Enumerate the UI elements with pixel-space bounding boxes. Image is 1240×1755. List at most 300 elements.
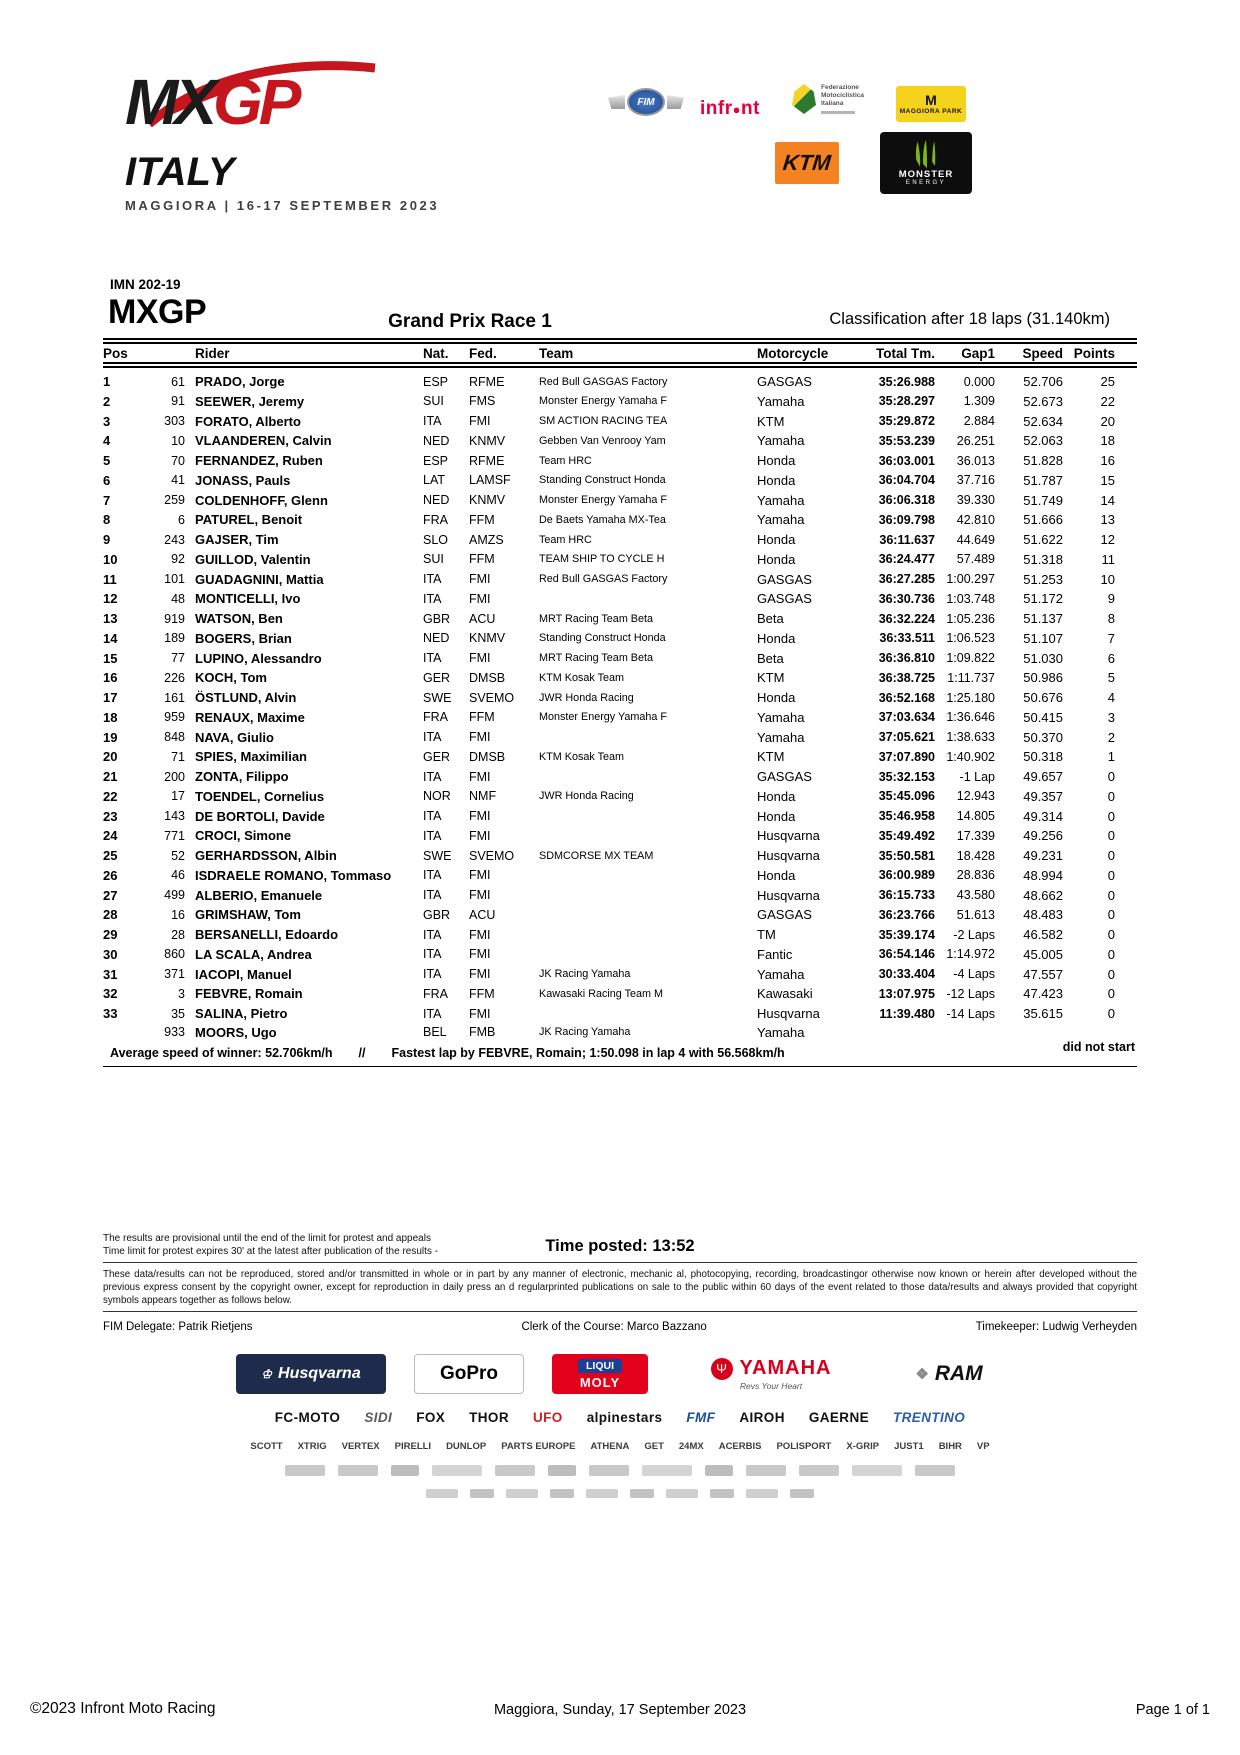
sponsor-logo: X-GRIP [846,1440,880,1452]
position-cell: 2 [103,393,111,409]
sponsor-logo: FOX [416,1409,446,1425]
team-cell: JK Racing Yamaha [539,1026,631,1039]
sponsor-logo: SIDI [364,1409,393,1425]
col-header-rider: Rider [195,345,230,361]
race-number-cell: 143 [164,809,185,824]
col-header-speed: Speed [1022,345,1063,361]
rider-name-cell: BOGERS, Brian [195,630,292,646]
federation-cell: FMI [469,651,491,666]
sponsor-row-tertiary [0,1438,1240,1454]
motorcycle-cell: GASGAS [757,907,812,923]
motorcycle-cell: Beta [757,611,784,627]
federation-cell: FMI [469,769,491,784]
fmi-url-bar [821,111,855,114]
nationality-cell: GBR [423,611,451,626]
motorcycle-cell: Yamaha [757,393,805,409]
points-cell: 4 [1107,690,1115,706]
points-cell: 2 [1107,729,1115,745]
small-brand-logo [630,1489,654,1498]
federation-cell: FFM [469,710,495,725]
race-number-cell: 959 [164,710,185,725]
motorcycle-cell: KTM [757,749,785,765]
points-cell: 20 [1100,413,1115,429]
col-header-fed: Fed. [469,345,497,361]
footer-page-number: Page 1 of 1 [1135,1702,1210,1718]
race-number-cell: 41 [171,473,185,488]
total-time-cell: 36:09.798 [878,512,935,527]
sponsor-logo: FMF [686,1409,716,1425]
race-number-cell: 52 [171,848,185,863]
sponsor-logo: ATHENA [590,1440,630,1452]
team-cell: SDMCORSE MX TEAM [539,849,654,862]
race-number-cell: 101 [164,572,185,587]
race-number-cell: 259 [164,493,185,508]
speed-cell: 51.172 [1023,591,1063,607]
rule-table-bottom [103,1066,1137,1067]
race-number-cell: 6 [178,512,185,527]
total-time-cell: 35:53.239 [878,433,935,448]
team-cell: Standing Construct Honda [539,632,666,645]
officials-row [103,1321,1137,1333]
gap-cell: 0.000 [963,374,995,389]
small-brand-logo [432,1465,482,1476]
points-cell: 15 [1100,472,1115,488]
gap-cell: -4 Laps [953,967,995,982]
table-row [103,373,1137,393]
table-row [103,788,1137,808]
federation-cell: KNMV [469,433,506,448]
sponsor-logo: SCOTT [250,1440,283,1452]
points-cell: 10 [1100,571,1115,587]
total-time-cell: 36:52.168 [878,690,935,705]
federation-cell: FMI [469,888,491,903]
nationality-cell: NED [423,631,450,646]
speed-cell: 49.357 [1023,788,1063,804]
points-cell: 0 [1107,1006,1115,1022]
race-number-cell: 3 [178,986,185,1001]
race-number-cell: 48 [171,591,185,606]
nationality-cell: ITA [423,888,442,903]
federation-cell: FMS [469,394,496,409]
sponsor-logo: TRENTINO [893,1409,966,1425]
winner-summary: Average speed of winner: 52.706km/h // Fastest lap by FEBVRE, Romain; 1:50.098 in lap 4 with 56.568km/h [110,1046,785,1060]
federation-cell: RFME [469,453,505,468]
gap-cell: 1:25.180 [946,690,995,705]
race-number-cell: 28 [171,927,185,942]
sponsor-logo: FC-MOTO [274,1409,341,1425]
total-time-cell: 35:26.988 [878,374,935,389]
nationality-cell: ITA [423,868,442,883]
points-cell: 0 [1107,848,1115,864]
position-cell: 9 [103,532,111,548]
position-cell: 7 [103,492,111,508]
gap-cell: 37.716 [956,473,995,488]
small-brand-logo [666,1489,698,1498]
speed-cell: 51.137 [1023,611,1063,627]
speed-cell: 52.634 [1023,413,1063,429]
rider-name-cell: FERNANDEZ, Ruben [195,453,323,469]
monster-claw-icon [907,139,945,169]
motorcycle-cell: Yamaha [757,492,805,508]
motorcycle-cell: Husqvarna [757,887,820,903]
nationality-cell: ITA [423,591,442,606]
race-number-cell: 16 [171,907,185,922]
small-brand-logo [705,1465,733,1476]
gap-cell: 1:09.822 [946,651,995,666]
sponsor-row-smallest [0,1488,1240,1499]
team-cell: MRT Racing Team Beta [539,652,654,665]
speed-cell: 51.787 [1023,472,1063,488]
monster-energy-logo: MONSTER ENERGY [880,132,972,194]
speed-cell: 49.256 [1023,828,1063,844]
table-row [103,650,1137,670]
gap-cell: 1:40.902 [946,749,995,764]
rider-name-cell: GUADAGNINI, Mattia [195,571,324,587]
race-number-cell: 919 [164,611,185,626]
race-number-cell: 200 [164,769,185,784]
total-time-cell: 37:05.621 [878,730,935,745]
total-time-cell: 36:23.766 [878,907,935,922]
col-header-pos: Pos [103,345,128,361]
total-time-cell: 11:39.480 [879,1006,935,1021]
rider-name-cell: GAJSER, Tim [195,532,279,548]
federation-cell: FMI [469,414,491,429]
motorcycle-cell: GASGAS [757,769,812,785]
fim-logo: FIM [608,88,684,116]
points-cell: 5 [1107,670,1115,686]
federation-cell: DMSB [469,670,506,685]
position-cell: 25 [103,848,118,864]
position-cell: 33 [103,1006,118,1022]
total-time-cell: 35:49.492 [878,828,935,843]
nationality-cell: SWE [423,848,452,863]
table-row [103,432,1137,452]
points-cell: 0 [1107,927,1115,943]
total-time-cell: 36:04.704 [878,473,935,488]
race-title: Grand Prix Race 1 [388,311,552,332]
protest-notes: The results are provisional until the end of the limit for protest and appeals Time limit for protest expires 30' at the latest after publication of the results - [103,1233,439,1257]
position-cell: 15 [103,650,118,666]
team-cell: Monster Energy Yamaha F [539,494,668,507]
sponsor-logo: BIHR [938,1440,962,1452]
yamaha-logo: Ψ YAMAHA Revs Your Heart [676,1354,866,1394]
team-cell: De Baets Yamaha MX-Tea [539,513,666,526]
rider-name-cell: MOORS, Ugo [195,1024,277,1040]
motorcycle-cell: Honda [757,808,796,824]
points-cell: 3 [1107,709,1115,725]
col-header-gap: Gap1 [961,345,995,361]
motorcycle-cell: Fantic [757,946,793,962]
small-brand-logo [746,1465,786,1476]
position-cell: 4 [103,433,111,449]
rider-name-cell: SALINA, Pietro [195,1006,288,1022]
small-brand-logo [548,1465,576,1476]
motorcycle-cell: Yamaha [757,512,805,528]
nationality-cell: SUI [423,394,444,409]
gap-cell: 2.884 [963,414,995,429]
classification-label: Classification after 18 laps (31.140km) [829,310,1110,328]
race-number-cell: 303 [164,414,185,429]
gap-cell: 1:11.737 [947,670,995,685]
sponsor-logo: UFO [533,1409,563,1425]
nationality-cell: ITA [423,1006,442,1021]
total-time-cell: 36:11.637 [879,532,935,547]
nationality-cell: NED [423,493,450,508]
points-cell: 0 [1107,907,1115,923]
copyright-disclaimer: These data/results can not be reproduced, stored and/or transmitted in whole or in part by any manner of electronic, mechanic al, photocopying, recording, broadcastingor otherwise now known or herein after developed without the previous express consent by the copyright owner, except for reproduction in daily press an d regularprinted publications on sale to the public within 60 days of the event related to those data/results and always provided that copyright symbols appears together as follows below. [103,1269,1137,1306]
federation-cell: FMI [469,572,491,587]
points-cell: 6 [1107,650,1115,666]
race-number-cell: 226 [164,670,185,685]
race-number-cell: 848 [164,730,185,745]
points-cell: 25 [1100,374,1115,390]
nationality-cell: ITA [423,967,442,982]
nationality-cell: SUI [423,552,444,567]
motorcycle-cell: GASGAS [757,591,812,607]
total-time-cell: 36:32.224 [878,611,935,626]
team-cell: KTM Kosak Team [539,671,625,684]
position-cell: 31 [103,966,118,982]
table-row [103,808,1137,828]
race-number-cell: 243 [164,532,185,547]
nationality-cell: ITA [423,730,442,745]
team-cell: SM ACTION RACING TEA [539,415,668,428]
sponsor-row-small [0,1464,1240,1477]
total-time-cell: 35:39.174 [878,927,935,942]
rider-name-cell: TOENDEL, Cornelius [195,788,325,804]
gap-cell: 14.805 [956,809,995,824]
rider-name-cell: PATUREL, Benoit [195,512,303,528]
yamaha-tuningfork-icon: Ψ [711,1358,733,1380]
position-cell: 6 [103,472,111,488]
race-number-cell: 771 [164,828,185,843]
position-cell: 22 [103,788,118,804]
table-row [103,1005,1137,1025]
speed-cell: 52.063 [1023,433,1063,449]
speed-cell: 52.706 [1023,374,1063,390]
rider-name-cell: COLDENHOFF, Glenn [195,492,328,508]
gap-cell: 1:36.646 [946,710,995,725]
col-header-motorcycle: Motorcycle [757,345,829,361]
gap-cell: 18.428 [956,848,995,863]
gap-cell: 1:00.297 [946,572,995,587]
points-cell: 0 [1107,946,1115,962]
rule-disclaimer-top [103,1262,1137,1263]
team-cell: Gebben Van Venrooy Yam [539,434,666,447]
event-branding [125,62,485,213]
federation-cell: FMI [469,1006,491,1021]
small-brand-logo [746,1489,778,1498]
team-cell: KTM Kosak Team [539,750,625,763]
speed-cell: 51.318 [1023,551,1063,567]
nationality-cell: ITA [423,651,442,666]
nationality-cell: ITA [423,927,442,942]
rider-name-cell: WATSON, Ben [195,611,283,627]
small-brand-logo [338,1465,378,1476]
sponsor-logo: 24MX [678,1440,704,1452]
table-row [103,630,1137,650]
team-cell: MRT Racing Team Beta [539,612,654,625]
position-cell: 21 [103,769,118,785]
gap-cell: -1 Lap [959,769,995,784]
position-cell: 10 [103,551,118,567]
rider-name-cell: JONASS, Pauls [195,472,291,488]
imn-number: IMN 202-19 [110,277,181,292]
ram-emblem-icon: ❖ [915,1366,929,1383]
federation-cell: FMB [469,1025,496,1040]
table-row [103,966,1137,986]
table-row [103,590,1137,610]
table-row [103,768,1137,788]
sponsor-logo: ACERBIS [718,1440,762,1452]
team-cell: Red Bull GASGAS Factory [539,375,668,388]
team-cell: Kawasaki Racing Team M [539,987,664,1000]
federation-cell: KNMV [469,493,506,508]
total-time-cell: 36:38.725 [878,670,935,685]
motorcycle-cell: Husqvarna [757,828,820,844]
rider-name-cell: VLAANDEREN, Calvin [195,433,332,449]
footer-copyright: ©2023 Infront Moto Racing [30,1700,216,1717]
small-brand-logo [790,1489,814,1498]
sponsor-logo: GAERNE [808,1409,870,1425]
speed-cell: 49.314 [1023,808,1063,824]
rider-name-cell: RENAUX, Maxime [195,709,305,725]
col-header-nat: Nat. [423,345,449,361]
motorcycle-cell: KTM [757,670,785,686]
position-cell: 12 [103,591,118,607]
gap-cell: 26.251 [956,433,995,448]
team-cell: Monster Energy Yamaha F [539,711,668,724]
total-time-cell: 35:50.581 [878,848,935,863]
nationality-cell: ITA [423,828,442,843]
gap-cell: 1:38.633 [946,730,995,745]
speed-cell: 50.986 [1023,670,1063,686]
speed-cell: 50.370 [1023,729,1063,745]
motorcycle-cell: Honda [757,472,796,488]
table-row [103,926,1137,946]
motorcycle-cell: Yamaha [757,433,805,449]
sponsor-logo: THOR [469,1409,509,1425]
mxgp-logo [125,62,375,146]
federation-cell: FFM [469,552,495,567]
race-number-cell: 371 [164,967,185,982]
time-posted: Time posted: 13:52 [545,1237,695,1255]
federation-cell: FMI [469,947,491,962]
husqvarna-logo: ♔ Husqvarna [236,1354,386,1394]
sponsor-logo: alpinestars [586,1409,663,1425]
sponsor-logo: VERTEX [341,1440,380,1452]
total-time-cell: 36:54.146 [878,947,935,962]
federation-cell: ACU [469,611,496,626]
total-time-cell: 35:32.153 [878,769,935,784]
small-brand-logo [852,1465,902,1476]
table-row [103,689,1137,709]
table-row [103,709,1137,729]
federation-cell: FMI [469,828,491,843]
position-cell: 30 [103,946,118,962]
points-cell: 16 [1100,453,1115,469]
motorcycle-cell: Honda [757,630,796,646]
team-cell: JWR Honda Racing [539,790,634,803]
motorcycle-cell: Kawasaki [757,986,813,1002]
speed-cell: 47.557 [1023,966,1063,982]
small-brand-logo [391,1465,419,1476]
rider-name-cell: ZONTA, Filippo [195,769,289,785]
nationality-cell: SLO [423,532,449,547]
husqvarna-crown-icon: ♔ [261,1367,273,1381]
table-row [103,531,1137,551]
total-time-cell: 37:07.890 [878,749,935,764]
nationality-cell: NOR [423,789,451,804]
small-brand-logo [506,1489,538,1498]
motorcycle-cell: Beta [757,650,784,666]
table-row [103,946,1137,966]
rider-name-cell: FEBVRE, Romain [195,986,303,1002]
table-row [103,413,1137,433]
sponsor-logo: PARTS EUROPE [501,1440,576,1452]
table-header-row [103,345,1137,361]
event-country: ITALY [125,150,235,194]
position-cell: 23 [103,808,118,824]
rider-name-cell: BERSANELLI, Edoardo [195,927,339,943]
motorcycle-cell: GASGAS [757,374,812,390]
rider-name-cell: GERHARDSSON, Albin [195,848,337,864]
table-row [103,571,1137,591]
table-row [103,669,1137,689]
gap-cell: 57.489 [956,552,995,567]
gap-cell: -12 Laps [946,986,995,1001]
infront-logo: infr ● nt [700,98,760,119]
speed-cell: 49.231 [1023,848,1063,864]
nationality-cell: LAT [423,473,445,488]
status-cell: did not start [1062,1039,1135,1054]
points-cell: 0 [1107,986,1115,1002]
speed-cell: 48.994 [1023,867,1063,883]
motorcycle-cell: Honda [757,551,796,567]
gap-cell: 1:03.748 [946,591,995,606]
gap-cell: 1.309 [963,394,995,409]
race-number-cell: 71 [171,749,185,764]
table-row [103,472,1137,492]
points-cell: 22 [1100,393,1115,409]
gap-cell: -2 Laps [953,927,995,942]
position-cell: 28 [103,907,118,923]
rule-top [103,338,1137,344]
federation-cell: FMI [469,730,491,745]
race-number-cell: 17 [171,789,185,804]
rider-name-cell: LA SCALA, Andrea [195,946,312,962]
motorcycle-cell: Yamaha [757,1024,805,1040]
gopro-logo: GoPro [414,1354,524,1394]
motorcycle-cell: Husqvarna [757,848,820,864]
gap-cell: -14 Laps [946,1006,995,1021]
rider-name-cell: KOCH, Tom [195,670,267,686]
rider-name-cell: SPIES, Maximilian [195,749,307,765]
points-cell: 18 [1100,433,1115,449]
table-row [103,867,1137,887]
race-number-cell: 35 [171,1006,185,1021]
table-row [103,393,1137,413]
motorcycle-cell: Yamaha [757,966,805,982]
motorcycle-cell: Honda [757,867,796,883]
total-time-cell: 36:24.477 [878,552,935,567]
col-header-total-time: Total Tm. [876,345,935,361]
motorcycle-cell: Honda [757,788,796,804]
small-brand-logo [470,1489,494,1498]
federation-cell: RFME [469,374,505,389]
position-cell: 29 [103,927,118,943]
nationality-cell: ITA [423,414,442,429]
